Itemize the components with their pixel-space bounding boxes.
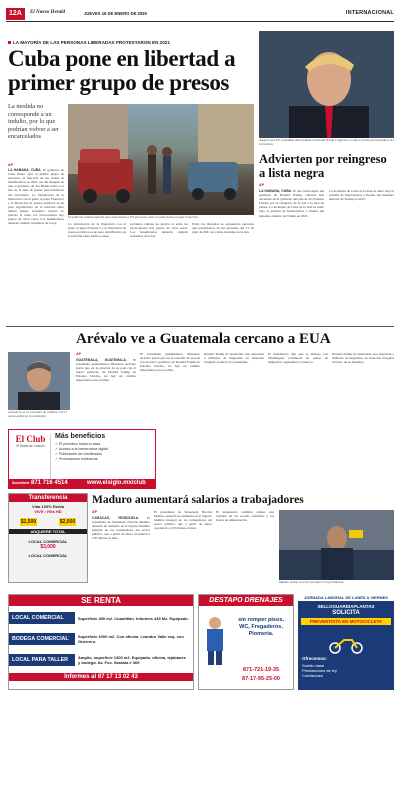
maduro-text-3: El mandatario también ordenó una revisión de las escalas salariales y los bonos de alimentación. — [216, 510, 274, 523]
price-tag: $3,000 — [40, 544, 56, 550]
maduro-byline: AP — [92, 510, 97, 514]
advierten-photo-caption: Asegura que EU a quedado desarrollado al Donald Trump e ingresar a Cuba a la lista patrocinadora del terrorismo. — [259, 138, 394, 146]
arevalo-text-5: Donald Trump ha anunciado que deportará a millones de migrantes en situación irregular al inicio de su mandato. — [332, 352, 394, 365]
transferencia-label-2: LOCAL COMERCIAL — [28, 553, 68, 558]
jornada-items — [302, 663, 337, 678]
lead-kicker: LA MAYORÍA DE LAS PERSONAS LIBERADAS PROTESTARON EN 2021 — [8, 40, 268, 45]
classified-text: Amplio, superficie 1300 m2. Equipado, oficina, tejabanes y bodega. Av. Fco. Sarabia # 369 — [78, 655, 186, 665]
lead-text-2: La vinculación de la liberación con el gesto al papa Francisco y la liberación de presos políticos es un paso significativo en la relación entre ambos países. — [68, 222, 126, 239]
lead-deck: La medida no corresponde a un indulto, por lo que podrían volver a ser encarcelados — [8, 103, 59, 141]
paper-name: El Nuevo Herald — [30, 10, 65, 15]
arevalo-photo — [8, 352, 70, 410]
jornada-item: Prestaciones de ley — [302, 668, 337, 673]
lead-byline: AP — [8, 163, 13, 167]
jornada-item: Comisiones — [302, 673, 323, 678]
maduro-crowd-image — [279, 510, 394, 580]
transferencia-line-2: VIVE • Rifa HD — [34, 509, 62, 514]
lead-text-1: LA HABANA, CUBA. El gobierno de Cuba liberó ayer al primer grupo de personas, la mayoría de las cuales se manifestaron en 2021, un día después de que el gobierno de Joe Biden retiró a la isla de la lista de países patrocinadores del terrorismo. La vinculación de la liberación con el gesto al papa Francisco y la liberación de presos políticos es un paso significativo en la relación entre ambos países. Gobierno cubano no precisó si entre los excarcelados hay presos de otros casos. Los beneficiados deberán cumplir requisitos de la ley. — [8, 168, 64, 226]
destapo-phone-2[interactable]: 87-17-95-25-00 — [242, 676, 280, 682]
price-tag: $2,000 — [59, 519, 76, 525]
transferencia-label-1: LOCAL COMERCIAL — [28, 539, 68, 544]
jornada-position: PREVENTISTA EN MOTOCICLETA — [301, 618, 391, 625]
club-phone[interactable]: 871 716 4514 — [31, 480, 68, 486]
transferencia-ad[interactable] — [8, 493, 88, 583]
lead-text-3: Gobierno cubano no precisó si entre los excarcelados hay presos de otros casos. Los beneficiados deberán cumplir requisitos de la ley. — [130, 222, 188, 239]
advierten-text-1: LA HABANA, CUBA. El alto funcionario del gobierno de Donald Trump, cubanos han advertido en el gobierno del país de los Estados Unidos por el reingreso de la isla a la lista de países. La inclusión de Cuba en la lista se tomó bajo la presión de funcionarios a finales del mandato anterior de Trump en 2021. — [259, 189, 324, 218]
arevalo-text-3: Donald Trump ha anunciado que deportará a millones de migrantes en situación irregular al inicio de su mandato. — [204, 352, 264, 365]
jornada-offer: Ofrecemos: — [302, 656, 328, 661]
maduro-text-1: CARACAS, VENEZUELA. El presidente de Venezuela Nicolás Maduro anunció un aumento en el ingreso mínimo integral de los trabajadores del sector público, que a partir de ahora ascenderá a 130 dólares al mes. — [92, 516, 150, 541]
page-header — [6, 8, 394, 22]
classified-row — [9, 630, 193, 648]
maduro-text-2: El presidente de Venezuela Nicolás Maduro anunció un aumento en el ingreso mínimo integral de los trabajadores del sector público, que a partir de ahora ascenderá a 130 dólares al mes. — [154, 510, 212, 531]
transferencia-title: Transferencia — [9, 494, 87, 502]
jornada-title: JORNADA LABORAL DE LUNES A VIERNES — [298, 594, 394, 601]
trump-portrait-image — [259, 31, 394, 138]
street-scene-image — [68, 104, 254, 215]
maduro-headline: Maduro aumentará salarios a trabajadores — [92, 494, 304, 506]
arevalo-photo-caption: Arévalo se ve su encuentro de conflicto con el nuevo gobierno en noviembre. — [8, 410, 67, 418]
club-item: ✓ Promociones exclusivas — [55, 457, 98, 461]
arevalo-byline: AP — [76, 352, 81, 356]
destapo-line: WC, Fregaderos, — [239, 624, 283, 630]
jornada-solicita: SOLICITA — [332, 610, 360, 616]
advierten-photo — [259, 31, 394, 138]
lead-text-4: Entre los liberados se encuentran personas que participaron en las protestas del 11 de julio de 2021 en varias ciudades de la isla. — [192, 222, 254, 235]
destapo-title: DESTAPO DRENAJES — [199, 595, 293, 606]
classified-row — [9, 651, 193, 669]
advierten-headline: Advierten por reingreso a lista negra — [259, 152, 387, 180]
classified-label: LOCAL COMERCIAL — [9, 612, 75, 624]
classified-info[interactable]: Informes al 87 17 13 02 43 — [9, 673, 193, 681]
classified-label: BODEGA COMERCIAL — [9, 633, 75, 645]
advierten-text-2: La inclusión de Cuba en la lista se tomó bajo la presión de funcionarios a finales del mandato anterior de Trump en 2021. — [329, 189, 394, 202]
plumber-icon — [202, 615, 228, 665]
lead-photo-caption: El gobierno cubano informó que excarcelaría a 553 personas como un gesto hacia el papa Francisco. — [68, 215, 199, 219]
jornada-company: SELLOGUARDIAPLANTAS — [317, 604, 375, 609]
lead-photo — [68, 104, 254, 215]
section-name: INTERNACIONAL — [345, 10, 394, 16]
jornada-item: Sueldo base — [302, 663, 325, 668]
arevalo-headline: Arévalo ve a Guatemala cercano a EUA — [76, 331, 331, 347]
section-divider — [6, 326, 394, 327]
classified-row — [9, 609, 193, 627]
page-number: 12A — [6, 8, 25, 20]
advierten-byline: AP — [259, 183, 264, 187]
arevalo-text-2: El presidente guatemalteco Bernardo Arévalo prevé que en la relación de su país con el nuevo gobierno de Donald Trump en Estados Unidos, no hay un cambio importante para el istmo. — [140, 352, 200, 373]
destapo-phone-1[interactable]: 871-721-19-35 — [242, 667, 280, 673]
club-title: Más beneficios — [55, 433, 106, 440]
header-date: JUEVES 16 DE ENERO DE 2025 — [84, 11, 147, 16]
arevalo-text-1: GUATEMALA, GUATEMALA. El presidente guatemalteco Bernardo Arévalo prevé que en la relación de su país con el nuevo gobierno de Donald Trump en Estados Unidos, no hay un cambio importante para el istmo. — [76, 358, 136, 383]
classified-text: Superficie 450 m2. Cuautitlán. Informes 445 Mz. Equipado. — [78, 615, 189, 621]
price-tag: $1,500 — [20, 519, 37, 525]
destapo-line: Piomeria. — [248, 631, 274, 637]
transferencia-line-1: Vida 100% Renta — [32, 504, 64, 509]
club-item: ✓ Acceso a la hemeroteca digital — [55, 447, 108, 451]
club-ad[interactable] — [8, 429, 156, 489]
maduro-photo — [279, 510, 394, 580]
arevalo-portrait-image — [8, 352, 70, 410]
lead-headline: Cuba pone en libertad a primer grupo de presos — [8, 46, 236, 95]
motorcycle-icon — [328, 632, 364, 659]
club-phone-label: Suscríbete — [12, 481, 30, 485]
jornada-ad[interactable] — [298, 594, 394, 690]
classified-label: LOCAL PARA TALLER — [9, 654, 75, 666]
transferencia-tag: ADQUIERE TOTAL — [9, 529, 87, 534]
club-logo: El Club El Diario de Cancún — [11, 434, 51, 486]
destapo-line: sin romper pisos, — [238, 617, 284, 623]
club-benefits — [55, 442, 108, 462]
se-renta-title: SE RENTA — [9, 595, 193, 606]
club-item: ✓ Publicación de clasificados — [55, 452, 102, 456]
destapo-lines — [229, 617, 293, 638]
club-footer — [9, 479, 155, 489]
club-item: ✓ El periódico hasta tu casa — [55, 442, 101, 446]
club-web[interactable]: www.elsiglo.mx/club — [87, 480, 146, 486]
destapo-ad[interactable] — [198, 594, 294, 690]
arevalo-text-4: El mandatario dijo que el diálogo con Washington continuará en temas de migración, seguridad y comercio. — [268, 352, 328, 365]
se-renta-ad[interactable] — [8, 594, 194, 690]
maduro-photo-caption: Maduro asume su tercer periodo en la presidencia. — [279, 580, 345, 584]
classified-text: Superficie 1000 m2. Con oficina. Leandro Valle esq. con Guerrero. — [78, 634, 184, 644]
